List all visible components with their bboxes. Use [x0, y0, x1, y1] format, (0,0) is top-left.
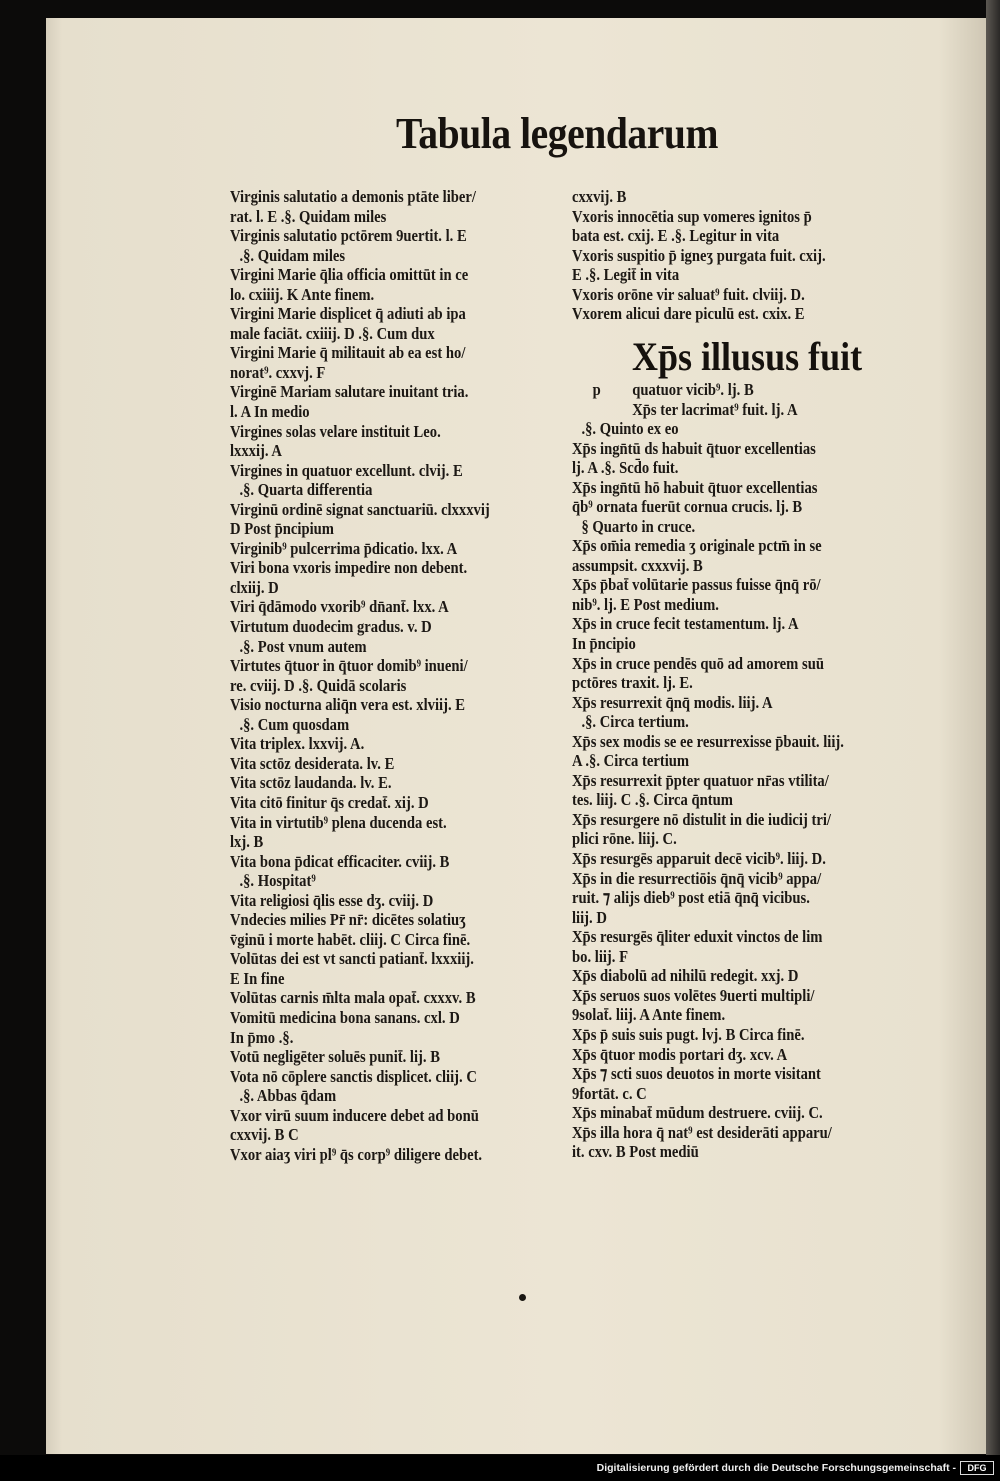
- index-entry-line: Vxoris suspitio p̄ igneʒ purgata fuit. cxij.: [572, 245, 826, 265]
- index-entry-line: Vndecies milies Pr̄ nr̄: dicētes solatiuʒ: [230, 910, 466, 930]
- index-entry-line: E In fine: [230, 968, 285, 988]
- section-heading: Xp̄s illusus fuit: [632, 334, 863, 379]
- index-entry-line: Xp̄s diabolū ad nihilū redegit. xxj. D: [572, 966, 799, 986]
- index-entry-line: Virginis salutatio pctōrem 9uertit. l. E: [230, 226, 467, 246]
- index-entry-line: Vomitū medicina bona sanans. cxl. D: [230, 1007, 460, 1027]
- index-entry-line: cxxvij. B C: [230, 1125, 299, 1145]
- scanned-page: [46, 18, 986, 1454]
- footer-bar: [0, 1455, 1000, 1481]
- footer-credit: Digitalisierung gefördert durch die Deutsche Forschungsgemeinschaft -: [596, 1462, 956, 1474]
- hanging-entry-block: [572, 380, 798, 419]
- index-entry-line: nib⁹. lj. E Post medium.: [572, 594, 719, 614]
- index-entry-line: Vxoris orōne vir saluat⁹ fuit. clviij. D.: [572, 284, 805, 304]
- index-entry-line: Vxoris innocētia sup vomeres ignitos p̄: [572, 206, 812, 226]
- index-entry-line: lxxxij. A: [230, 441, 282, 461]
- index-entry-line: Xp̄s p̄bat̄ volūtarie passus fuisse q̄nq̄ rō/: [572, 575, 821, 595]
- book-edge: [986, 0, 1000, 1455]
- index-entry-line: Virgini Marie q̄ militauit ab ea est ho/: [230, 343, 466, 363]
- index-entry-line: v̄ginū i morte habēt. cliij. C Circa finē.: [230, 929, 471, 949]
- index-entry-line: Votū negligēter soluēs punit̄. lij. B: [230, 1047, 440, 1067]
- ink-dot: [519, 1294, 526, 1301]
- dfg-logo: DFG: [960, 1461, 994, 1475]
- index-entry-line: Xp̄s sex modis se ee resurrexisse p̄bauit. liij.: [572, 731, 844, 751]
- index-entry-line: .§. Quidam miles: [239, 245, 346, 265]
- index-entry-line: clxiij. D: [230, 577, 279, 597]
- index-entry-line: Vita sctōz laudanda. lv. E.: [230, 773, 392, 793]
- index-entry-line: Xp̄s resurrexit p̄pter quatuor nr̄as vtilita/: [572, 770, 829, 790]
- index-entry-line: D Post p̄ncipium: [230, 519, 334, 539]
- index-entry-line: re. cviij. D .§. Quidā scolaris: [230, 675, 407, 695]
- index-entry-line: Virgini Marie displicet q̄ adiuti ab ipa: [230, 304, 466, 324]
- index-entry-line: Xp̄s resurgēs q̄liter eduxit vinctos de lim: [572, 927, 823, 947]
- index-entry-line: Vxor virū suum inducere debet ad bonū: [230, 1105, 479, 1125]
- hanging-lines: [572, 380, 798, 419]
- index-entry-line: .§. Quarta differentia: [239, 480, 373, 500]
- index-entry-line: .§. Post vnum autem: [239, 636, 367, 656]
- index-entry-line: Xp̄s ter lacrimat⁹ fuit. lj. A: [632, 399, 798, 419]
- index-entry-line: Xp̄s ingn̄tū ds habuit q̄tuor excellentias: [572, 438, 816, 458]
- index-entry-line: liij. D: [572, 907, 607, 927]
- index-entry-line: lxj. B: [230, 832, 264, 852]
- index-entry-line: Xp̄s ⁊ scti suos deuotos in morte visitant: [572, 1064, 821, 1084]
- index-entry-line: Xp̄s illa hora q̄ nat⁹ est desiderāti apparu/: [572, 1122, 832, 1142]
- index-entry-line: Viri bona vxoris impedire non debent.: [230, 558, 468, 578]
- index-entry-line: rat. l. E .§. Quidam miles: [230, 206, 387, 226]
- left-index-column: [230, 187, 490, 1164]
- index-entry-line: Xp̄s om̄ia remedia ʒ originale pctm̄ in se: [572, 536, 822, 556]
- index-entry-line: Xp̄s minabat̄ mūdum destruere. cviij. C.: [572, 1103, 823, 1123]
- index-entry-line: A .§. Circa tertium: [572, 751, 690, 771]
- index-entry-line: Xp̄s resurgēs apparuit decē vicib⁹. liij. D.: [572, 849, 826, 869]
- index-entry-line: Vxorem alicui dare piculū est. cxix. E: [572, 304, 805, 324]
- index-entry-line: norat⁹. cxxvj. F: [230, 362, 326, 382]
- index-entry-line: Xp̄s p̄ suis suis pugt. lvj. B Circa finē.: [572, 1024, 805, 1044]
- index-entry-line: it. cxv. B Post mediū: [572, 1142, 699, 1162]
- right-index-column-top: [572, 187, 826, 324]
- index-entry-line: Xp̄s in cruce pendēs quō ad amorem suū: [572, 653, 824, 673]
- page-title: Tabula legendarum: [395, 109, 719, 158]
- index-entry-line: Virgines solas velare instituit Leo.: [230, 421, 441, 441]
- index-entry-line: Virgines in quatuor excellunt. clvij. E: [230, 460, 463, 480]
- index-entry-line: .§. Abbas q̄dam: [239, 1086, 337, 1106]
- index-entry-line: l. A In medio: [230, 402, 310, 422]
- index-entry-line: Vita triplex. lxxvij. A.: [230, 734, 365, 754]
- index-entry-line: Virginis salutatio a demonis ptāte liber/: [230, 187, 476, 206]
- index-entry-line: plici rōne. liij. C.: [572, 829, 677, 849]
- index-entry-line: Vita in virtutib⁹ plena ducenda est.: [230, 812, 447, 832]
- index-entry-line: Virginib⁹ pulcerrima p̄dicatio. lxx. A: [230, 538, 458, 558]
- index-entry-line: Vita bona p̄dicat efficaciter. cviij. B: [230, 851, 450, 871]
- index-entry-line: Virtutum duodecim gradus. v. D: [230, 617, 432, 637]
- index-entry-line: Vita religiosi q̄lis esse dʒ. cviij. D: [230, 890, 434, 910]
- index-entry-line: .§. Circa tertium.: [581, 712, 689, 732]
- index-entry-line: lo. cxiiij. K Ante finem.: [230, 284, 375, 304]
- index-entry-line: Virginē Mariam salutare inuitant tria.: [230, 382, 469, 402]
- index-entry-line: Viri q̄dāmodo vxorib⁹ dn̄ant̄. lxx. A: [230, 597, 449, 617]
- index-entry-line: Virgini Marie q̄lia officia omittūt in ce: [230, 265, 469, 285]
- index-entry-line: 9fortāt. c. C: [572, 1083, 647, 1103]
- index-entry-line: E .§. Legit̄ in vita: [572, 265, 680, 285]
- index-entry-line: Xp̄s seruos suos volētes 9uerti multipli/: [572, 985, 815, 1005]
- index-entry-line: .§. Cum quosdam: [239, 714, 350, 734]
- index-entry-line: .§. Hospitat⁹: [239, 871, 316, 891]
- index-entry-line: Virginū ordinē signat sanctuariū. clxxxvij: [230, 499, 490, 519]
- index-entry-line: Vita citō finitur q̄s credat̄. xij. D: [230, 792, 429, 812]
- index-entry-line: Vota nō cōplere sanctis displicet. cliij. C: [230, 1066, 477, 1086]
- index-entry-line: Xp̄s resurrexit q̄nq̄ modis. liij. A: [572, 692, 773, 712]
- index-entry-line: Xp̄s in cruce fecit testamentum. lj. A: [572, 614, 799, 634]
- index-entry-line: § Quarto in cruce.: [581, 516, 696, 536]
- index-entry-line: Xp̄s in die resurrectiōis q̄nq̄ vicib⁹ appa/: [572, 868, 822, 888]
- index-entry-line: lj. A .§. Scd̄o fuit.: [572, 458, 679, 478]
- index-entry-line: In p̄ncipio: [572, 634, 636, 654]
- index-entry-line: Xp̄s ingn̄tū hō habuit q̄tuor excellentias: [572, 477, 818, 497]
- index-entry-line: Volūtas dei est vt sancti patiant̄. lxxxiij.: [230, 949, 474, 969]
- index-entry-line: bo. liij. F: [572, 946, 629, 966]
- index-entry-line: ruit. ⁊ alijs dieb⁹ post etiā q̄nq̄ vicibus.: [572, 888, 810, 908]
- index-entry-line: Xp̄s q̄tuor modis portari dʒ. xcv. A: [572, 1044, 788, 1064]
- index-entry-line: bata est. cxij. E .§. Legitur in vita: [572, 226, 780, 246]
- index-entry-line: Volūtas carnis m̄lta mala opat̄. cxxxv. B: [230, 988, 476, 1008]
- index-entry-line: male faciāt. cxiiij. D .§. Cum dux: [230, 323, 435, 343]
- index-entry-line: Virtutes q̄tuor in q̄tuor domib⁹ inueni/: [230, 656, 468, 676]
- index-entry-line: Vxor aiaʒ viri pl⁹ q̄s corp⁹ diligere debet.: [230, 1144, 483, 1164]
- index-entry-line: Vita sctōz desiderata. lv. E: [230, 753, 395, 773]
- index-entry-line: .§. Quinto ex eo: [581, 419, 679, 438]
- index-entry-line: 9solat̄. liij. A Ante finem.: [572, 1005, 726, 1025]
- index-entry-line: assumpsit. cxxxvij. B: [572, 555, 703, 575]
- index-entry-line: cxxvij. B: [572, 187, 627, 206]
- index-entry-line: In p̄mo .§.: [230, 1027, 294, 1047]
- index-entry-line: q̄b⁹ ornata fuerūt cornua crucis. lj. B: [572, 497, 803, 517]
- index-entry-line: quatuor vicib⁹. lj. B: [632, 380, 754, 399]
- right-index-column: [572, 419, 844, 1162]
- hanging-lead-letter: p: [592, 380, 601, 399]
- index-entry-line: Xp̄s resurgere nō distulit in die iudicij tri/: [572, 809, 831, 829]
- index-entry-line: pctōres traxit. lj. E.: [572, 673, 693, 693]
- index-entry-line: Visio nocturna aliq̄n vera est. xlviij. E: [230, 695, 466, 715]
- index-entry-line: tes. liij. C .§. Circa q̄ntum: [572, 790, 733, 810]
